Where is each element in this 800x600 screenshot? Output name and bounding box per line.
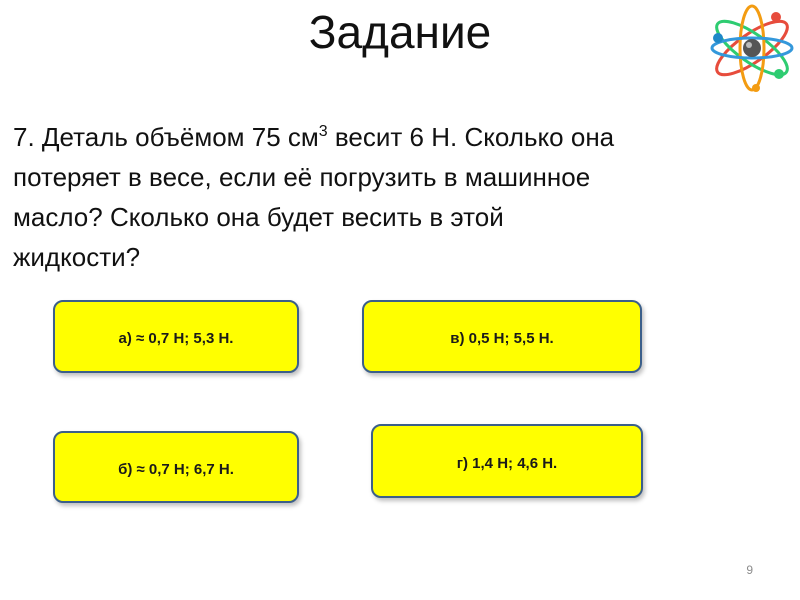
question-text xyxy=(13,117,773,277)
answer-label-a: а) ≈ 0,7 Н; 5,3 Н. xyxy=(118,330,234,347)
page-number: 9 xyxy=(746,563,753,577)
question-line-1-end: весит 6 Н. Сколько она xyxy=(327,122,615,152)
question-line-2: потеряет в весе, если её погрузить в машинное xyxy=(13,162,591,192)
question-line-1 xyxy=(13,117,773,157)
answer-label-g: г) 1,4 Н; 4,6 Н. xyxy=(456,455,558,472)
atom-icon xyxy=(706,2,798,94)
answer-label-b: б) ≈ 0,7 Н; 6,7 Н. xyxy=(118,461,234,478)
answer-button-v[interactable] xyxy=(362,300,642,373)
question-superscript: 3 xyxy=(318,123,328,140)
answer-button-b[interactable] xyxy=(53,431,299,503)
answer-button-g[interactable] xyxy=(371,424,643,498)
answer-label-v: в) 0,5 Н; 5,5 Н. xyxy=(450,330,554,347)
question-line-4: жидкости? xyxy=(13,242,141,272)
slide-title: Задание xyxy=(308,6,492,58)
question-line-3: масло? Сколько она будет весить в этой xyxy=(13,202,504,232)
question-line-1-start: 7. Деталь объёмом 75 см xyxy=(13,122,319,152)
answer-button-a[interactable] xyxy=(53,300,299,373)
